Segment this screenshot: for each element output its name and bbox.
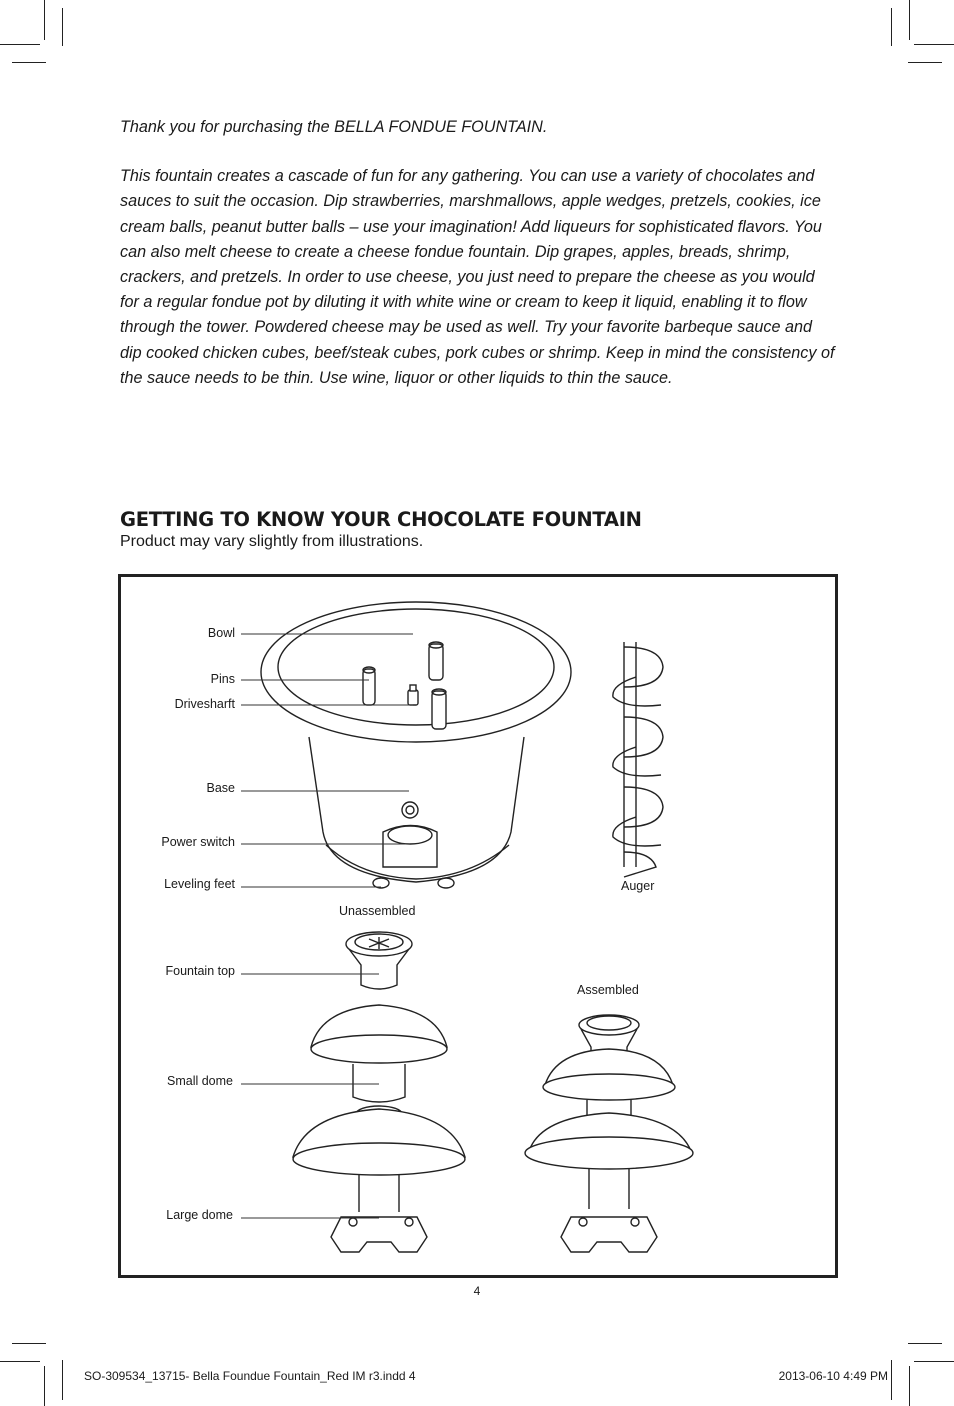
crop-mark (914, 44, 954, 45)
footer-filename: SO-309534_13715- Bella Foundue Fountain_Red IM r3.indd 4 (84, 1369, 416, 1383)
crop-mark (12, 1343, 46, 1344)
footer-timestamp: 2013-06-10 4:49 PM (778, 1369, 888, 1383)
crop-mark (0, 1361, 40, 1362)
crop-mark (12, 62, 46, 63)
indicator-light (402, 802, 418, 818)
intro-text (120, 115, 835, 415)
label-driveshaft: Drivesharft (174, 697, 235, 711)
label-unassembled: Unassembled (339, 904, 416, 918)
crop-mark (908, 62, 942, 63)
label-assembled: Assembled (577, 983, 639, 997)
crop-mark (909, 1366, 910, 1406)
label-leveling-feet: Leveling feet (164, 877, 235, 891)
crop-mark (909, 0, 910, 40)
section-subtitle: Product may vary slightly from illustrations. (120, 533, 424, 550)
thank-you-line: Thank you for purchasing the BELLA FONDUE FOUNTAIN. (120, 118, 548, 136)
small-dome-shape (311, 1005, 447, 1122)
label-large-dome: Large dome (166, 1208, 233, 1222)
label-pins: Pins (210, 672, 235, 686)
crop-mark (62, 8, 63, 46)
label-base: Base (206, 781, 235, 795)
crop-mark (44, 1366, 45, 1406)
page-number: 4 (473, 1284, 481, 1298)
power-switch-shape (383, 826, 437, 868)
fountain-top-shape (346, 932, 412, 989)
label-fountain-top: Fountain top (165, 964, 235, 978)
pin-top (429, 644, 443, 680)
crop-mark (62, 1360, 63, 1400)
bowl-shape (261, 602, 571, 742)
pin-right (432, 691, 446, 729)
assembled-fountain-shape (525, 1015, 693, 1252)
crop-mark (891, 8, 892, 46)
label-small-dome: Small dome (167, 1074, 233, 1088)
pin-left (363, 669, 375, 705)
crop-mark (0, 44, 40, 45)
auger-shape (613, 642, 663, 877)
label-power-switch: Power switch (161, 835, 235, 849)
crop-mark (44, 0, 45, 40)
crop-mark (914, 1361, 954, 1362)
label-auger: Auger (621, 879, 655, 893)
intro-paragraph: This fountain creates a cascade of fun for any gathering. You can use a variety of chocolates and sauces to suit the occasion. Dip strawberries, marshmallows, apple wedges, pretzels, cookies, ice cream balls, peanut butter balls – use your imagination! Add liqueurs for sophisticated flavors. You can also melt cheese to create a cheese fondue fountain. Dip grapes, apples, breads, shrimp, crackers, and pretzels. In order to use cheese, you just need to prepare the cheese as you would for a regular fondue pot by diluting it with white wine or cream to keep it liquid, enabling it to flow through the tower. Powdered cheese may be used as well. Try your favorite barbeque sauce and dip cooked chicken cubes, beef/steak cubes, pork cubes or shrimp. Keep in mind the consistency of the sauce needs to be thin. Use wine, liquor or other liquids to thin the sauce. (120, 167, 835, 387)
driveshaft-shape (408, 690, 418, 705)
crop-mark (891, 1360, 892, 1400)
label-bowl: Bowl (207, 626, 235, 640)
parts-diagram (118, 574, 838, 1278)
crop-mark (908, 1343, 942, 1344)
section-title: GETTING TO KNOW YOUR CHOCOLATE FOUNTAIN (120, 508, 642, 531)
large-dome-shape (293, 1109, 465, 1252)
